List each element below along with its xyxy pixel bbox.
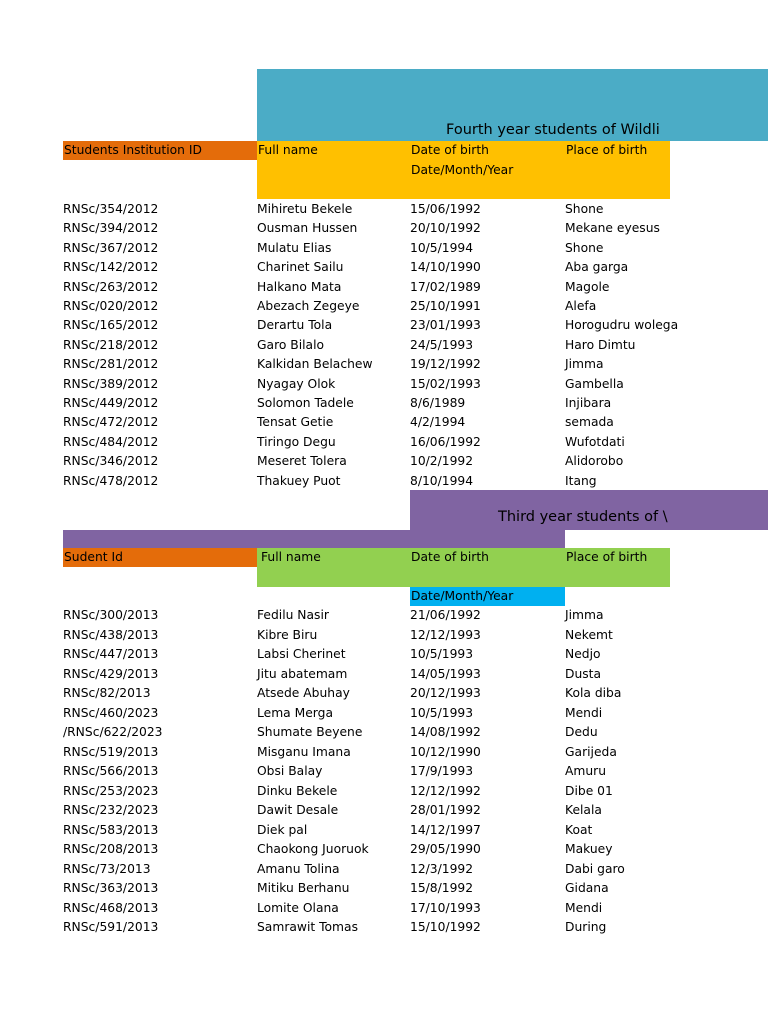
cell-full-name: Nyagay Olok [257,376,336,391]
cell-student-id: RNSc/484/2012 [63,434,159,449]
cell-place-of-birth: Makuey [565,842,613,856]
cell-student-id: RNSc/263/2012 [63,279,159,294]
header-date-format-2: Date/Month/Year [410,587,565,606]
cell-student-id: RNSc/449/2012 [63,396,159,410]
cell-student-id: RNSc/447/2013 [63,647,159,661]
cell-place-of-birth: Gidana [565,881,609,895]
cell-place-of-birth: Nekemt [565,627,613,642]
cell-date-of-birth: 10/5/1993 [410,705,474,720]
cell-date-of-birth: 15/02/1993 [410,376,481,391]
fourth-year-title: Fourth year students of Wildli [446,122,660,138]
cell-place-of-birth: Magole [565,279,610,294]
cell-full-name: Diek pal [257,822,308,837]
cell-place-of-birth: Horogudru wolega [565,318,679,333]
cell-place-of-birth: Shone [565,202,604,216]
cell-full-name: Obsi Balay [257,764,323,778]
cell-student-id: RNSc/346/2012 [63,454,159,469]
cell-full-name: Kibre Biru [257,627,318,642]
cell-student-id: RNSc/472/2012 [63,415,159,430]
cell-student-id: RNSc/519/2013 [63,744,159,759]
cell-date-of-birth: 17/02/1989 [410,279,481,294]
cell-date-of-birth: 24/5/1993 [410,337,474,352]
cell-date-of-birth: 10/12/1990 [410,744,481,759]
cell-place-of-birth: Alidorobo [565,454,624,469]
cell-full-name: Shumate Beyene [257,725,363,739]
cell-student-id: RNSc/218/2012 [63,337,159,352]
cell-full-name: Halkano Mata [257,279,342,294]
cell-full-name: Mulatu Elias [257,240,332,255]
cell-student-id: RNSc/591/2013 [63,920,159,934]
cell-date-of-birth: 10/5/1993 [410,647,474,661]
cell-place-of-birth: semada [565,415,614,430]
cell-date-of-birth: 10/5/1994 [410,240,474,255]
cell-student-id: RNSc/468/2013 [63,900,159,915]
cell-date-of-birth: 12/12/1993 [410,627,481,642]
cell-place-of-birth: Dibe 01 [565,783,613,798]
cell-date-of-birth: 8/10/1994 [410,473,474,488]
cell-place-of-birth: Haro Dimtu [565,337,636,352]
cell-full-name: Dawit Desale [257,803,339,817]
header-full-name: Full name [258,143,318,157]
cell-date-of-birth: 14/05/1993 [410,666,481,681]
cell-full-name: Meseret Tolera [257,454,347,469]
header-student-id-2: Sudent Id [63,548,257,567]
cell-student-id: RNSc/165/2012 [63,318,159,333]
cell-date-of-birth: 14/10/1990 [410,260,481,275]
cell-full-name: Atsede Abuhay [257,686,350,700]
cell-place-of-birth: Dusta [565,666,602,681]
cell-student-id: RNSc/232/2023 [63,803,159,817]
cell-full-name: Chaokong Juoruok [257,842,369,856]
cell-student-id: RNSc/367/2012 [63,240,159,255]
cell-student-id: RNSc/583/2013 [63,822,159,837]
cell-student-id: RNSc/208/2013 [63,842,159,856]
third-year-purple-strip [63,530,565,548]
cell-date-of-birth: 17/10/1993 [410,900,481,915]
cell-place-of-birth: Mendi [565,900,603,915]
cell-place-of-birth: Jimma [565,357,604,372]
cell-date-of-birth: 4/2/1994 [410,415,466,430]
cell-student-id: RNSc/566/2013 [63,764,159,778]
cell-student-id: RNSc/281/2012 [63,357,159,372]
cell-student-id: RNSc/354/2012 [63,202,159,216]
cell-student-id: RNSc/478/2012 [63,473,159,488]
cell-date-of-birth: 15/8/1992 [410,881,474,895]
cell-full-name: Charinet Sailu [257,260,344,275]
cell-full-name: Samrawit Tomas [257,920,358,934]
cell-date-of-birth: 29/05/1990 [410,842,481,856]
cell-date-of-birth: 8/6/1989 [410,396,466,410]
cell-full-name: Dinku Bekele [257,783,338,798]
cell-full-name: Thakuey Puot [257,473,341,488]
cell-place-of-birth: Kelala [565,803,602,817]
cell-student-id: RNSc/142/2012 [63,260,159,275]
cell-student-id: RNSc/438/2013 [63,627,159,642]
cell-place-of-birth: Wufotdati [565,434,625,449]
cell-date-of-birth: 14/12/1997 [410,822,481,837]
cell-full-name: Lema Merga [257,705,333,720]
cell-full-name: Labsi Cherinet [257,647,346,661]
cell-student-id: RNSc/394/2012 [63,221,159,236]
third-year-title-banner [410,490,768,530]
cell-full-name: Lomite Olana [257,900,339,915]
header-full-name-2: Full name [261,550,321,564]
header-place-of-birth: Place of birth [566,143,648,157]
cell-full-name: Misganu Imana [257,744,351,759]
header-date-format: Date/Month/Year [411,163,514,177]
cell-place-of-birth: Mekane eyesus [565,221,660,236]
cell-place-of-birth: Amuru [565,764,607,778]
cell-student-id: RNSc/253/2023 [63,783,159,798]
cell-date-of-birth: 20/12/1993 [410,686,481,700]
cell-full-name: Fedilu Nasir [257,608,329,622]
cell-place-of-birth: Dabi garo [565,861,625,876]
header-student-id: Students Institution ID [63,141,257,160]
cell-full-name: Jitu abatemam [257,666,348,681]
cell-date-of-birth: 21/06/1992 [410,608,481,622]
cell-date-of-birth: 28/01/1992 [410,803,481,817]
cell-full-name: Derartu Tola [257,318,333,333]
cell-student-id: RNSc/363/2013 [63,881,159,895]
cell-student-id: RNSc/020/2012 [63,299,159,313]
cell-date-of-birth: 19/12/1992 [410,357,481,372]
cell-student-id: RNSc/300/2013 [63,608,159,622]
cell-place-of-birth: Jimma [565,608,604,622]
cell-place-of-birth: Koat [565,822,593,837]
header-date-of-birth: Date of birth [411,143,489,157]
cell-date-of-birth: 15/10/1992 [410,920,481,934]
cell-place-of-birth: Shone [565,240,604,255]
header-date-of-birth-2: Date of birth [411,550,489,564]
cell-place-of-birth: Garijeda [565,744,617,759]
cell-full-name: Tiringo Degu [257,434,336,449]
cell-full-name: Mitiku Berhanu [257,881,350,895]
cell-place-of-birth: Nedjo [565,647,601,661]
cell-full-name: Abezach Zegeye [257,299,360,313]
fourth-year-title-banner [257,69,768,141]
cell-place-of-birth: Injibara [565,396,612,410]
cell-date-of-birth: 12/3/1992 [410,861,474,876]
cell-student-id: RNSc/73/2013 [63,861,151,876]
cell-date-of-birth: 12/12/1992 [410,783,481,798]
cell-place-of-birth: Itang [565,473,597,488]
cell-full-name: Kalkidan Belachew [257,357,373,372]
cell-student-id: RNSc/460/2023 [63,705,159,720]
cell-student-id: RNSc/429/2013 [63,666,159,681]
cell-place-of-birth: During [565,920,607,934]
cell-date-of-birth: 23/01/1993 [410,318,481,333]
cell-place-of-birth: Dedu [565,725,598,739]
cell-place-of-birth: Kola diba [565,686,622,700]
cell-date-of-birth: 25/10/1991 [410,299,481,313]
cell-full-name: Garo Bilalo [257,337,325,352]
header-place-of-birth-2: Place of birth [566,550,648,564]
cell-date-of-birth: 14/08/1992 [410,725,481,739]
cell-student-id: RNSc/389/2012 [63,376,159,391]
cell-date-of-birth: 16/06/1992 [410,434,481,449]
cell-date-of-birth: 20/10/1992 [410,221,481,236]
cell-date-of-birth: 10/2/1992 [410,454,474,469]
cell-date-of-birth: 17/9/1993 [410,764,474,778]
cell-place-of-birth: Gambella [565,376,624,391]
cell-date-of-birth: 15/06/1992 [410,202,481,216]
cell-student-id: RNSc/82/2013 [63,686,151,700]
cell-place-of-birth: Mendi [565,705,603,720]
cell-full-name: Solomon Tadele [257,396,354,410]
third-year-title: Third year students of \ [498,509,668,525]
cell-student-id: /RNSc/622/2023 [63,725,163,739]
cell-place-of-birth: Alefa [565,299,597,313]
cell-full-name: Tensat Getie [257,415,334,430]
cell-full-name: Mihiretu Bekele [257,202,353,216]
cell-place-of-birth: Aba garga [565,260,629,275]
cell-full-name: Ousman Hussen [257,221,358,236]
cell-full-name: Amanu Tolina [257,861,340,876]
